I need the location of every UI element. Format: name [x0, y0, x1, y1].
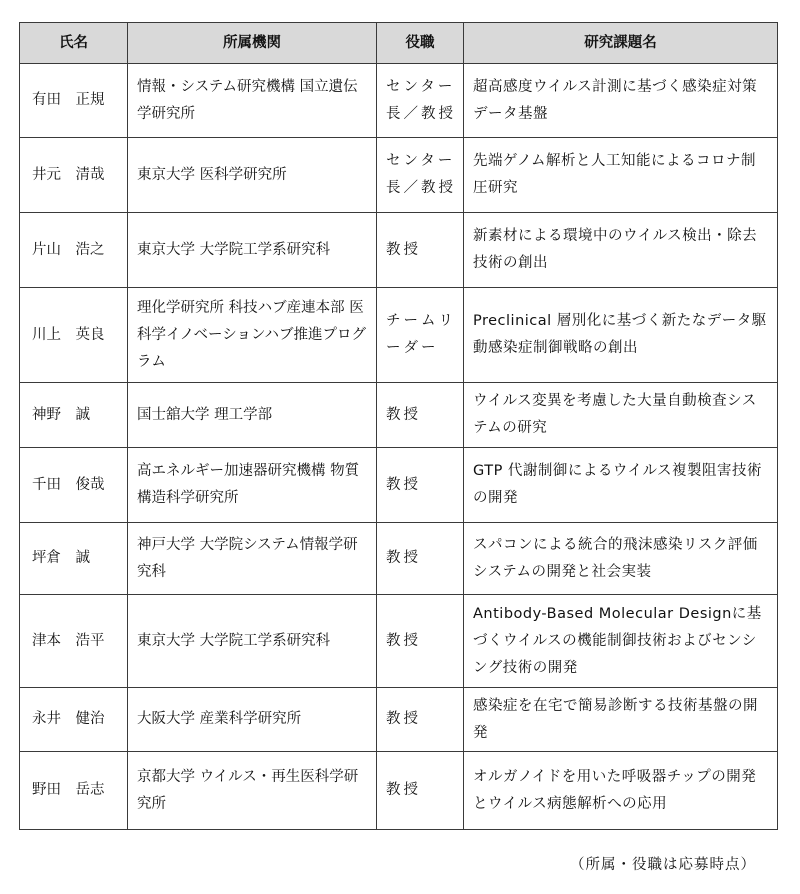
- position: 教授: [377, 448, 464, 523]
- researcher-name: 津本 浩平: [20, 595, 128, 688]
- position: 教授: [377, 383, 464, 448]
- header-row: [20, 23, 778, 64]
- table-row: [20, 752, 778, 830]
- affiliation: 大阪大学 産業科学研究所: [128, 688, 377, 752]
- table-row: [20, 213, 778, 288]
- position: センター長／教授: [377, 138, 464, 213]
- researcher-name: 千田 俊哉: [20, 448, 128, 523]
- researcher-name: 有田 正規: [20, 64, 128, 138]
- researcher-name: 坪倉 誠: [20, 523, 128, 595]
- project-title: 感染症を在宅で簡易診断する技術基盤の開発: [464, 688, 778, 752]
- table-row: [20, 688, 778, 752]
- affiliation: 高エネルギー加速器研究機構 物質構造科学研究所: [128, 448, 377, 523]
- table-row: [20, 288, 778, 383]
- position: センター長／教授: [377, 64, 464, 138]
- header-name: 氏名: [20, 23, 128, 64]
- table-row: [20, 595, 778, 688]
- project-title: 超高感度ウイルス計測に基づく感染症対策データ基盤: [464, 64, 778, 138]
- position: 教授: [377, 213, 464, 288]
- table-row: [20, 383, 778, 448]
- researcher-name: 川上 英良: [20, 288, 128, 383]
- affiliation: 国士舘大学 理工学部: [128, 383, 377, 448]
- affiliation: 神戸大学 大学院システム情報学研究科: [128, 523, 377, 595]
- table-body: [20, 64, 778, 830]
- header-project-title: 研究課題名: [464, 23, 778, 64]
- position: 教授: [377, 595, 464, 688]
- project-title: 新素材による環境中のウイルス検出・除去技術の創出: [464, 213, 778, 288]
- project-title: ウイルス変異を考慮した大量自動検査システムの研究: [464, 383, 778, 448]
- header-position: 役職: [377, 23, 464, 64]
- footnote: （所属・役職は応募時点）: [570, 857, 756, 873]
- researcher-name: 永井 健治: [20, 688, 128, 752]
- researcher-name: 野田 岳志: [20, 752, 128, 830]
- table-row: [20, 448, 778, 523]
- researcher-name: 神野 誠: [20, 383, 128, 448]
- researcher-name: 片山 浩之: [20, 213, 128, 288]
- project-title: 先端ゲノム解析と人工知能によるコロナ制圧研究: [464, 138, 778, 213]
- position: 教授: [377, 752, 464, 830]
- project-title: オルガノイドを用いた呼吸器チップの開発とウイルス病態解析への応用: [464, 752, 778, 830]
- researcher-name: 井元 清哉: [20, 138, 128, 213]
- position: 教授: [377, 688, 464, 752]
- table-row: [20, 138, 778, 213]
- project-title: Preclinical 層別化に基づく新たなデータ駆動感染症制御戦略の創出: [464, 288, 778, 383]
- table-row: [20, 523, 778, 595]
- affiliation: 東京大学 医科学研究所: [128, 138, 377, 213]
- affiliation: 理化学研究所 科技ハブ産連本部 医科学イノベーションハブ推進プログラム: [128, 288, 377, 383]
- position: 教授: [377, 523, 464, 595]
- project-title: Antibody-Based Molecular Designに基づくウイルスの機能制御技術およびセンシング技術の開発: [464, 595, 778, 688]
- affiliation: 東京大学 大学院工学系研究科: [128, 595, 377, 688]
- project-title: スパコンによる統合的飛沫感染リスク評価システムの開発と社会実装: [464, 523, 778, 595]
- header-affiliation: 所属機関: [128, 23, 377, 64]
- project-title: GTP 代謝制御によるウイルス複製阻害技術の開発: [464, 448, 778, 523]
- affiliation: 京都大学 ウイルス・再生医科学研究所: [128, 752, 377, 830]
- table-row: [20, 64, 778, 138]
- affiliation: 情報・システム研究機構 国立遺伝学研究所: [128, 64, 377, 138]
- affiliation: 東京大学 大学院工学系研究科: [128, 213, 377, 288]
- grant-table: [19, 22, 778, 830]
- position: チームリーダー: [377, 288, 464, 383]
